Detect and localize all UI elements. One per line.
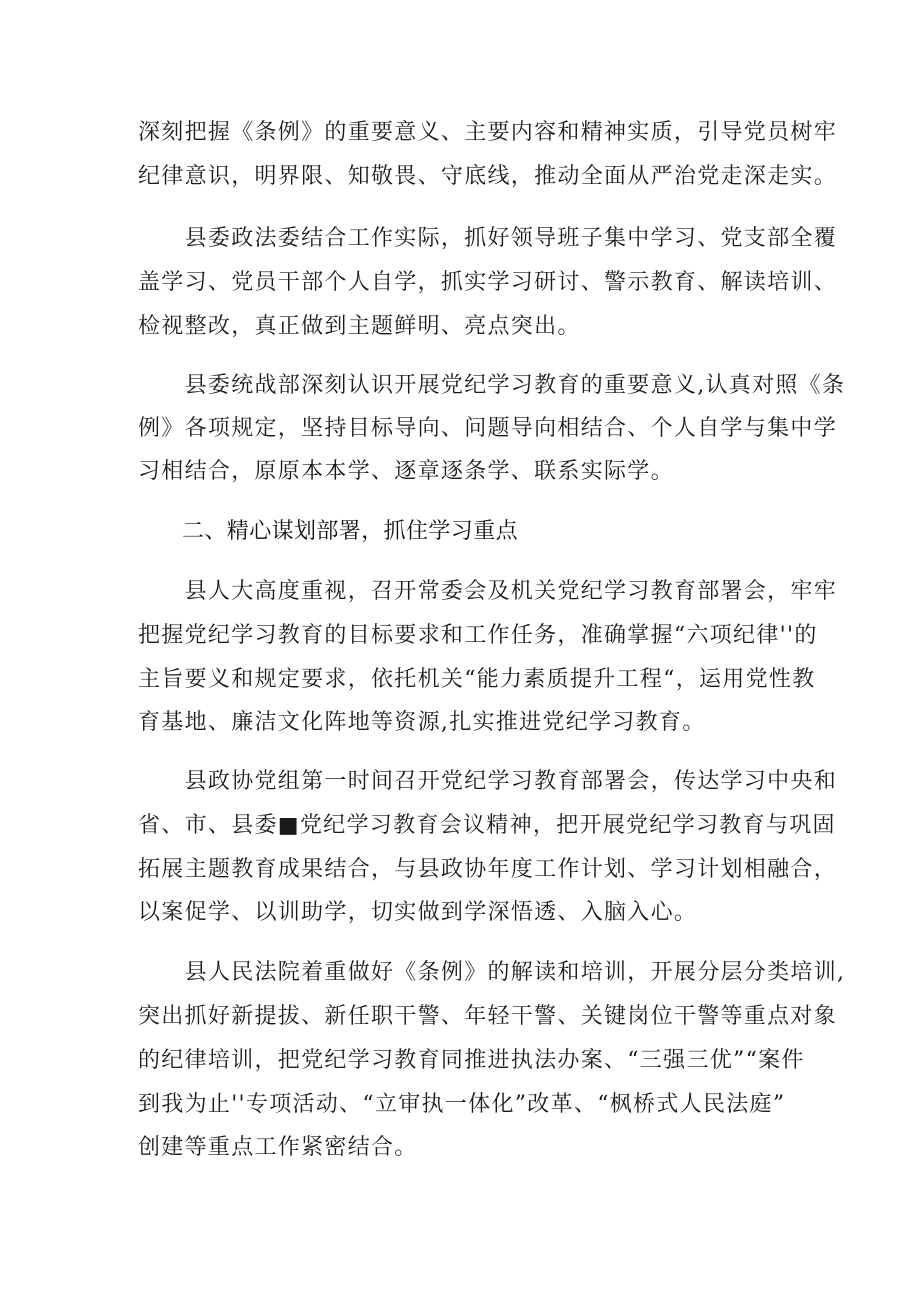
paragraph-4-line-2: 把握党纪学习教育的目标要求和工作任务，准确掌握“六项纪律''的 (138, 623, 818, 648)
paragraph-3-line-1: 县委统战部深刻认识开展党纪学习教育的重要意义,认真对照《条 (138, 373, 846, 398)
paragraph-5-line-1: 县政协党组第一时间召开党纪学习教育部署会，传达学习中央和 (138, 769, 838, 794)
paragraph-6-line-4: 到我为止''专项活动、“立审执一体化”改革、“枫桥式人民法庭” (138, 1092, 786, 1117)
paragraph-2-line-2: 盖学习、党员干部个人自学，抓实学习研讨、警示教育、解读培训、 (138, 270, 838, 295)
paragraph-5-line-3: 拓展主题教育成果结合，与县政协年度工作计划、学习计划相融合， (138, 857, 838, 882)
paragraph-6-line-5: 创建等重点工作紧密结合。 (138, 1135, 418, 1160)
paragraph-3-line-2: 例》各项规定，坚持目标导向、问题导向相结合、个人自学与集中学 (138, 416, 838, 441)
paragraph-2-line-1: 县委政法委结合工作实际，抓好领导班子集中学习、党支部全覆 (138, 226, 838, 251)
paragraph-4-line-4: 育基地、廉洁文化阵地等资源,扎实推进党纪学习教育。 (138, 710, 706, 735)
paragraph-6-line-1: 县人民法院着重做好《条例》的解读和培训，开展分层分类培训, (138, 960, 846, 985)
paragraph-4-line-1: 县人大高度重视，召开常委会及机关党纪学习教育部署会，牢牢 (138, 579, 838, 604)
paragraph-6-line-3: 的纪律培训，把党纪学习教育同推进执法办案、“三强三优”“案件 (138, 1048, 805, 1073)
paragraph-3-line-3: 习相结合，原原本本学、逐章逐条学、联系实际学。 (138, 459, 674, 484)
section-heading: 二、精心谋划部署，抓住学习重点 (182, 519, 519, 544)
paragraph-2-line-3: 检视整改，真正做到主题鲜明、亮点突出。 (138, 314, 581, 339)
paragraph-5-line-2: 省、市、县委■党纪学习教育会议精神，把开展党纪学习教育与巩固 (138, 813, 836, 838)
paragraph-1-line-1: 深刻把握《条例》的重要意义、主要内容和精神实质，引导党员树牢 (138, 120, 838, 145)
paragraph-4-line-3: 主旨要义和规定要求，依托机关“能力素质提升工程“，运用党性教 (138, 667, 816, 692)
paragraph-1-line-2: 纪律意识，明界限、知敬畏、守底线，推动全面从严治党走深走实。 (138, 164, 838, 189)
paragraph-6-line-2: 突出抓好新提拔、新任职干警、年轻干警、关键岗位干警等重点对象 (138, 1004, 838, 1029)
paragraph-5-line-4: 以案促学、以训助学，切实做到学深悟透、入脑入心。 (138, 900, 698, 925)
